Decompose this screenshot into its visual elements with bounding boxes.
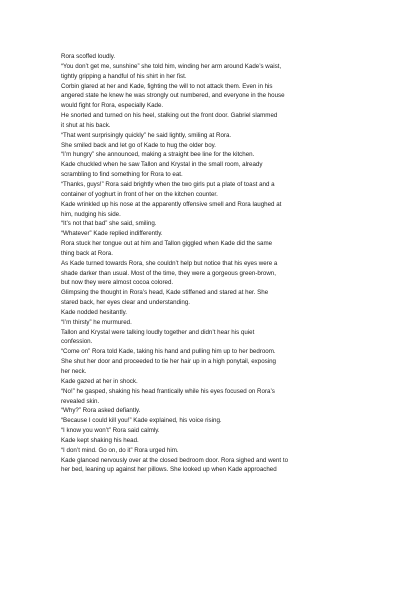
text-line: “Whatever” Kade replied indifferently. bbox=[61, 230, 163, 238]
text-line: “It’s not that bad” she said, smiling. bbox=[61, 220, 157, 228]
text-line: her bed, leaning up against her pillows. She looked up when Kade approached bbox=[61, 466, 277, 474]
text-line: “I’m thirsty” he murmured. bbox=[61, 318, 132, 326]
text-line: “I know you won’t” Rora said calmly. bbox=[61, 427, 160, 435]
text-line: it shut at his back. bbox=[61, 121, 111, 129]
text-line: “I don’t mind. Go on, do it” Rora urged him. bbox=[61, 446, 179, 454]
text-line: revealed skin. bbox=[61, 397, 100, 405]
text-line: As Kade turned towards Rora, she couldn’t help but notice that his eyes were a bbox=[61, 259, 278, 267]
text-line: Kade wrinkled up his nose at the apparently offensive smell and Rora laughed at bbox=[61, 200, 282, 208]
text-line: Kade glanced nervously over at the closed bedroom door. Rora sighed and went to bbox=[61, 456, 289, 464]
text-line: thing back at Rora. bbox=[61, 249, 113, 257]
text-line: tightly gripping a handful of his shirt in her fist. bbox=[61, 72, 187, 80]
text-line: “Why?” Rora asked defiantly. bbox=[61, 407, 141, 415]
text-line: “That went surprisingly quickly” he said lightly, smiling at Rora. bbox=[61, 131, 232, 139]
text-line: Kade gazed at her in shock. bbox=[61, 377, 138, 385]
text-line: him, nudging his side. bbox=[61, 210, 121, 218]
text-line: Kade kept shaking his head. bbox=[61, 436, 139, 444]
text-line: “You don’t get me, sunshine” she told him, winding her arm around Kade’s waist, bbox=[61, 62, 282, 70]
text-line: confession. bbox=[61, 338, 93, 346]
text-line: would fight for Rora, especially Kade. bbox=[61, 102, 164, 110]
text-line: Tallon and Krystal were talking loudly together and didn’t hear his quiet bbox=[61, 328, 255, 336]
text-line: scrambling to find something for Rora to eat. bbox=[61, 171, 183, 179]
text-line: angered state he knew he was strongly out numbered, and everyone in the house bbox=[61, 92, 285, 100]
text-line: “I’m hungry” she announced, making a straight bee line for the kitchen. bbox=[61, 151, 255, 159]
text-line: Glimpsing the thought in Rora’s head, Kade stiffened and stared at her. She bbox=[61, 289, 269, 297]
text-line: “No!” he gasped, shaking his head frantically while his eyes focused on Rora’s bbox=[61, 387, 275, 395]
story-text bbox=[61, 52, 371, 475]
text-line: Corbin glared at her and Kade, fighting the will to not attack them. Even in his bbox=[61, 82, 273, 90]
text-line: She shut her door and proceeded to tie her hair up in a high ponytail, exposing bbox=[61, 358, 276, 366]
text-line: Rora scoffed loudly. bbox=[61, 53, 116, 60]
text-line: He snorted and turned on his heel, stalking out the front door. Gabriel slammed bbox=[61, 112, 278, 120]
text-line: container of yoghurt in front of her on the kitchen counter. bbox=[61, 190, 218, 198]
text-line: stared back, her eyes clear and understanding. bbox=[61, 299, 190, 307]
text-line: Kade chuckled when he saw Tallon and Krystal in the small room, already bbox=[61, 161, 263, 169]
text-line: Kade nodded hesitantly. bbox=[61, 308, 127, 316]
text-line: Rora stuck her tongue out at him and Tallon giggled when Kade did the same bbox=[61, 240, 273, 248]
text-line: She smiled back and let go of Kade to hug the older boy. bbox=[61, 141, 217, 149]
text-line: “Come on” Rora told Kade, taking his hand and pulling him up to her bedroom. bbox=[61, 348, 276, 356]
text-line: but now they were almost cocoa colored. bbox=[61, 279, 174, 287]
text-line: shade darker than usual. Most of the time, they were a gorgeous green-brown, bbox=[61, 269, 276, 277]
text-line: “Because I could kill you!” Kade explained, his voice rising. bbox=[61, 417, 222, 425]
text-line: her neck. bbox=[61, 368, 87, 375]
text-line: “Thanks, guys!” Rora said brightly when the two girls put a plate of toast and a bbox=[61, 180, 275, 188]
